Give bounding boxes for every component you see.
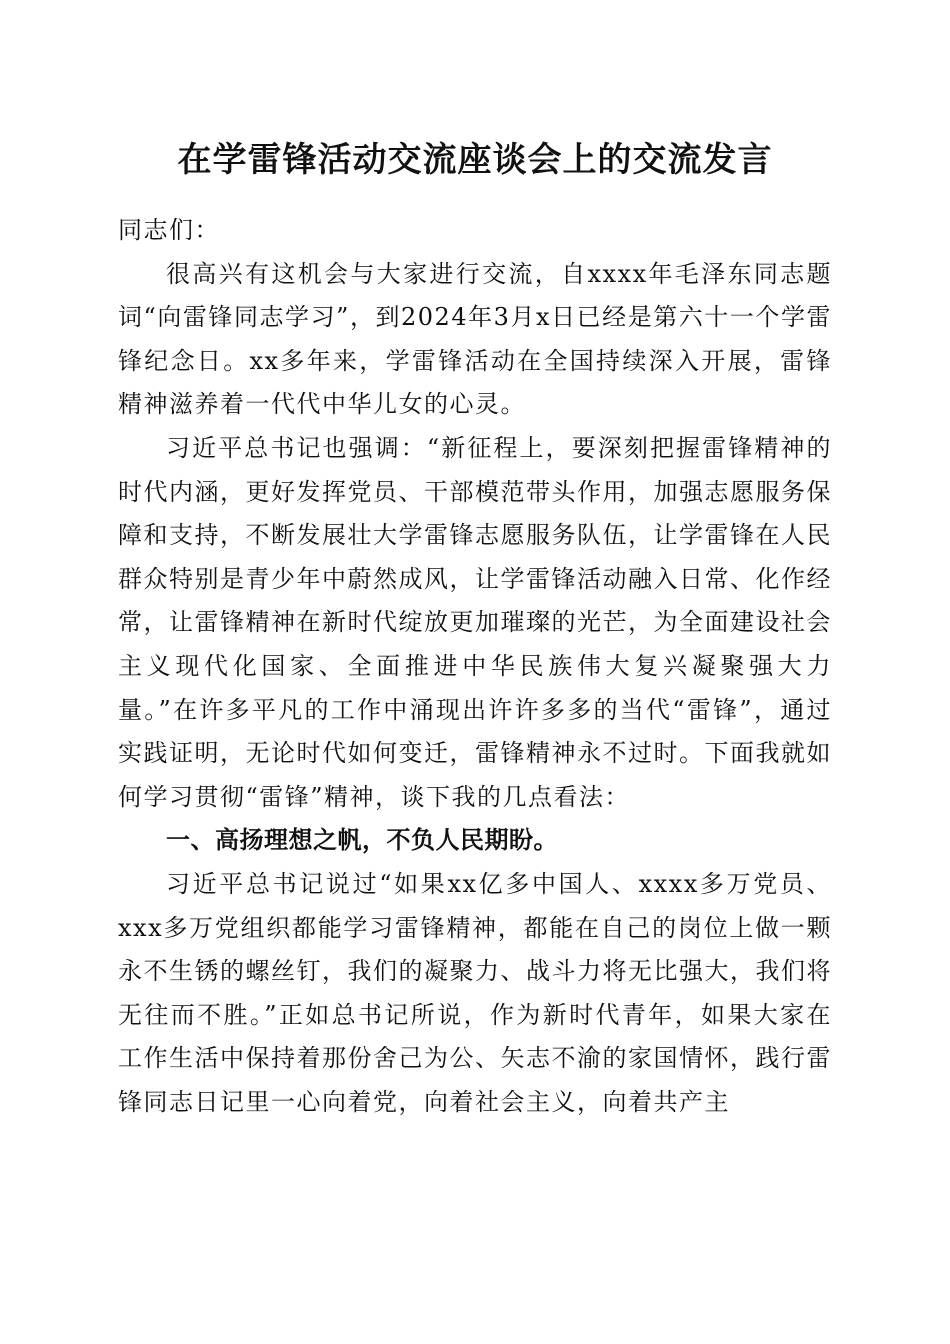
- document-title: 在学雷锋活动交流座谈会上的交流发言: [177, 140, 773, 180]
- paragraph-quote: 习近平总书记也强调：“新征程上，要深刻把握雷锋精神的时代内涵，更好发挥党员、干部模范带头作用，加强志愿服务保障和支持，不断发展壮大学雷锋志愿服务队伍，让学雷锋在人民群众特别是青少年中蔚然成风，让学雷锋活动融入日常、化作经常，让雷锋精神在新时代绽放更加璀璨的光芒，为全面建设社会主义现代化国家、全面推进中华民族伟大复兴凝聚强大力量。”在许多平凡的工作中涌现出许许多多的当代“雷锋”，通过实践证明，无论时代如何变迁，雷锋精神永不过时。下面我就如何学习贯彻“雷锋”精神，谈下我的几点看法：: [118, 433, 832, 811]
- paragraph-intro: 很高兴有这机会与大家进行交流，自xxxx年毛泽东同志题词“向雷锋同志学习”，到2024年3月x日已经是第六十一个学雷锋纪念日。xx多年来，学雷锋活动在全国持续深入开展，雷锋精神滋养着一代代中华儿女的心灵。: [118, 259, 832, 419]
- section-heading-1: 一、高扬理想之帆，不负人民期盼。: [166, 826, 558, 855]
- salutation: 同志们：: [118, 216, 220, 244]
- paragraph-section-1: 习近平总书记说过“如果xx亿多中国人、xxxx多万党员、xxx多万党组织都能学习雷锋精神，都能在自己的岗位上做一颗永不生锈的螺丝钉，我们的凝聚力、战斗力将无比强大，我们将无往而不胜。”正如总书记所说，作为新时代青年，如果大家在工作生活中保持着那份舍己为公、矢志不渝的家国情怀，践行雷锋同志日记里一心向着党，向着社会主义，向着共产主: [118, 869, 832, 1116]
- document-body: [118, 209, 832, 1124]
